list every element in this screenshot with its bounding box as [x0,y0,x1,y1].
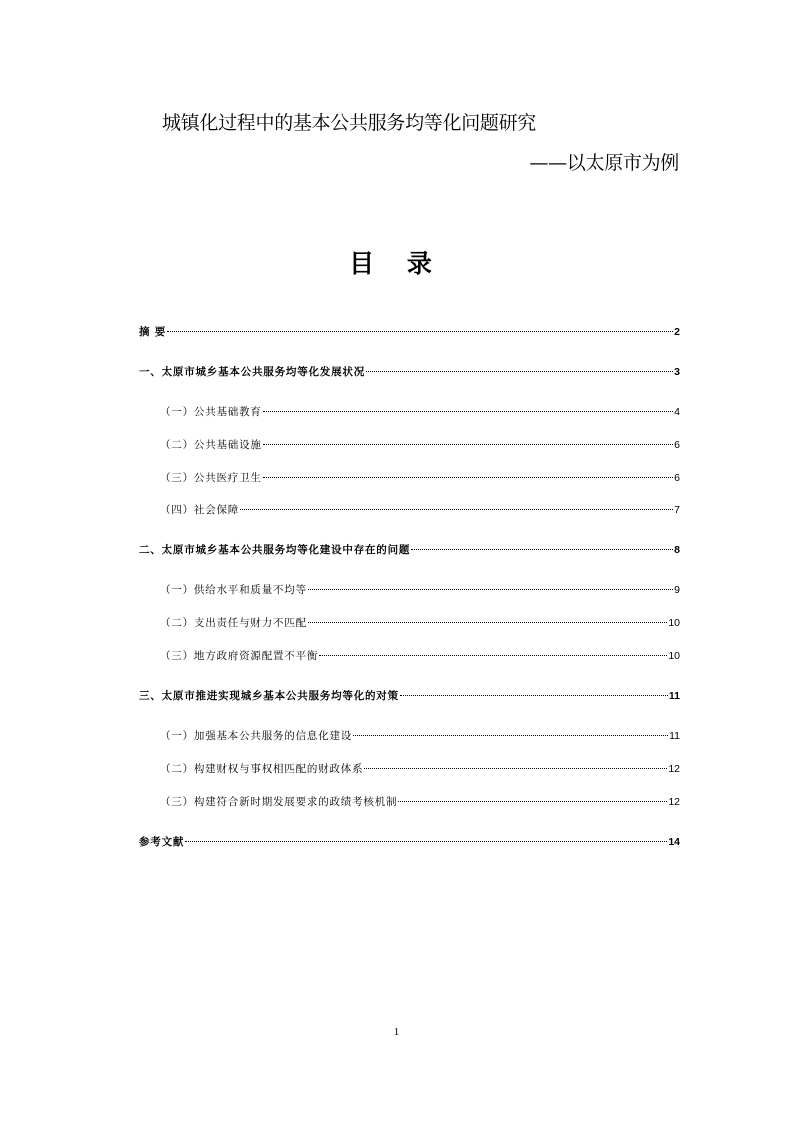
toc-entry-label: 二、太原市城乡基本公共服务均等化建设中存在的问题 [139,544,411,556]
toc-entry-section-3[interactable] [139,688,680,704]
toc-entry-section-2-3[interactable] [139,648,680,664]
toc-leader-dots [400,695,668,696]
toc-entry-label: 一、太原市城乡基本公共服务均等化发展状况 [139,366,365,378]
toc-leader-dots [353,735,668,736]
toc-entry-page: 9 [674,584,680,596]
toc-entry-label: 摘 要 [139,326,167,338]
toc-entry-section-2[interactable] [139,542,680,558]
toc-leader-dots [185,841,667,842]
toc-entry-section-1-1[interactable] [139,404,680,420]
toc-entry-page: 3 [674,366,680,378]
toc-entry-label: （三）公共医疗卫生 [160,472,262,484]
toc-entry-section-1-3[interactable] [139,470,680,486]
toc-entry-page: 11 [668,690,680,702]
toc-entry-section-3-2[interactable] [139,761,680,777]
toc-entry-section-1[interactable] [139,364,680,380]
toc-entry-section-2-2[interactable] [139,615,680,631]
toc-entry-label: 三、太原市推进实现城乡基本公共服务均等化的对策 [139,690,399,702]
toc-entry-label: （四）社会保障 [160,504,240,516]
toc-entry-page: 8 [674,544,680,556]
toc-entry-section-1-2[interactable] [139,437,680,453]
toc-entry-label: （二）支出责任与财力不匹配 [160,617,307,629]
toc-leader-dots [263,477,673,478]
toc-entry-abstract[interactable] [139,324,680,340]
toc-entry-page: 6 [674,439,680,451]
toc-entry-label: （一）公共基础教育 [160,406,262,418]
toc-entry-section-3-3[interactable] [139,794,680,810]
toc-leader-dots [319,655,667,656]
toc-leader-dots [167,331,673,332]
document-title: 城镇化过程中的基本公共服务均等化问题研究 [162,112,537,134]
toc-leader-dots [263,411,673,412]
toc-entry-references[interactable] [139,834,680,850]
toc-entry-section-3-1[interactable] [139,728,680,744]
toc-entry-page: 11 [669,730,680,742]
document-subtitle: ——以太原市为例 [529,152,679,174]
toc-entry-page: 12 [668,796,680,808]
toc-entry-label: 参考文献 [139,836,185,848]
toc-entry-label: （二）公共基础设施 [160,439,262,451]
toc-leader-dots [366,371,673,372]
toc-leader-dots [308,622,667,623]
toc-entry-label: （三）构建符合新时期发展要求的政绩考核机制 [160,796,398,808]
toc-entry-page: 10 [668,617,680,629]
toc-leader-dots [263,444,673,445]
toc-entry-page: 2 [674,326,680,338]
toc-leader-dots [411,549,673,550]
toc-entry-section-1-4[interactable] [139,502,680,518]
toc-leader-dots [398,801,667,802]
toc-entry-page: 7 [674,504,680,516]
page-number: 1 [393,1026,400,1038]
toc-entry-page: 12 [668,763,680,775]
toc-entry-label: （一）加强基本公共服务的信息化建设 [160,730,353,742]
toc-entry-page: 4 [674,406,680,418]
toc-entry-section-2-1[interactable] [139,582,680,598]
toc-leader-dots [364,768,667,769]
toc-leader-dots [240,509,673,510]
toc-entry-page: 14 [668,836,680,848]
toc-entry-page: 6 [674,472,680,484]
toc-entry-label: （三）地方政府资源配置不平衡 [160,650,319,662]
toc-entry-label: （一）供给水平和质量不均等 [160,584,307,596]
toc-entry-label: （二）构建财权与事权相匹配的财政体系 [160,763,364,775]
toc-leader-dots [308,589,673,590]
toc-heading: 目 录 [349,249,444,278]
toc-entry-page: 10 [668,650,680,662]
